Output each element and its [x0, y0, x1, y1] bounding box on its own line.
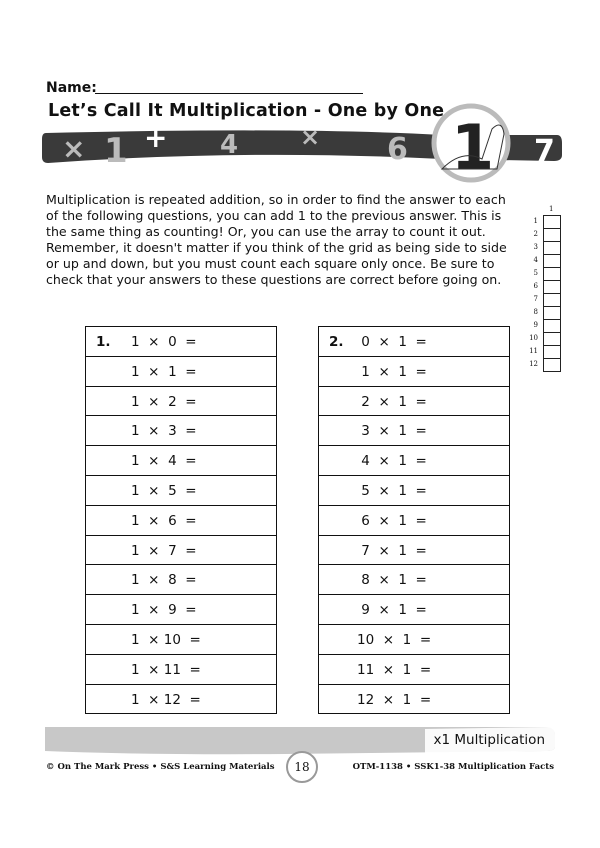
grid-row-label: 10	[529, 334, 538, 342]
problem-row	[86, 684, 277, 714]
problem-row	[86, 595, 277, 625]
answer-cell[interactable]	[86, 386, 277, 416]
equation: 7 × 1 =	[357, 542, 427, 559]
equation: 1 × 11 =	[131, 661, 201, 678]
problem-number: 1.	[96, 334, 111, 350]
grid-row-label: 5	[533, 269, 538, 277]
answer-cell[interactable]	[319, 475, 510, 505]
grid-row-label: 7	[533, 295, 538, 303]
problem-number: 2.	[329, 334, 344, 350]
answer-cell[interactable]	[86, 595, 277, 625]
answer-cell[interactable]	[86, 416, 277, 446]
equation: 1 × 10 =	[131, 631, 201, 648]
equation: 1 × 5 =	[131, 482, 197, 499]
problem-row	[319, 446, 510, 476]
array-grid	[529, 205, 561, 372]
problem-row	[319, 595, 510, 625]
problem-row	[319, 535, 510, 565]
grid-cell	[529, 333, 561, 346]
answer-cell[interactable]	[86, 327, 277, 357]
grid-row-label: 8	[533, 308, 538, 316]
problem-row	[86, 416, 277, 446]
name-label: Name:	[46, 80, 97, 96]
equation: 1 × 7 =	[131, 542, 197, 559]
grid-row-label: 11	[529, 347, 538, 355]
problem-row	[319, 386, 510, 416]
equation: 10 × 1 =	[357, 631, 432, 648]
grid-cell	[533, 307, 561, 320]
problem-row	[86, 654, 277, 684]
banner-times: ×	[62, 132, 86, 165]
answer-cell[interactable]	[319, 624, 510, 654]
answer-cell[interactable]	[319, 535, 510, 565]
problem-row	[319, 327, 510, 357]
answer-cell[interactable]	[86, 624, 277, 654]
grid-cell	[533, 268, 561, 281]
problem-row	[319, 356, 510, 386]
grid-cell	[533, 281, 561, 294]
grid-row-label: 4	[533, 256, 538, 264]
problem-row	[86, 565, 277, 595]
answer-cell[interactable]	[319, 505, 510, 535]
equation: 8 × 1 =	[357, 572, 427, 589]
equation: 1 × 1 =	[357, 363, 427, 380]
problem-row	[86, 624, 277, 654]
problem-row	[86, 446, 277, 476]
answer-cell[interactable]	[86, 505, 277, 535]
equation: 1 × 1 =	[131, 363, 197, 380]
problem-row	[86, 356, 277, 386]
equation: 1 × 6 =	[131, 512, 197, 529]
page-title: Let’s Call It Multiplication - One by One	[48, 101, 445, 121]
banner-seven: 7	[534, 134, 555, 169]
equation: 12 × 1 =	[357, 691, 432, 708]
equation: 1 × 3 =	[131, 423, 197, 440]
problem-row	[86, 386, 277, 416]
equation: 11 × 1 =	[357, 661, 432, 678]
grid-cell	[533, 294, 561, 307]
equation: 2 × 1 =	[357, 393, 427, 410]
grid-cell	[533, 242, 561, 255]
problem-row	[319, 684, 510, 714]
answer-cell[interactable]	[319, 327, 510, 357]
problem-row	[86, 535, 277, 565]
name-line	[95, 93, 363, 94]
grid-row-label: 3	[533, 243, 538, 251]
problem-table-1	[85, 326, 277, 714]
grid-cell	[533, 215, 561, 229]
answer-cell[interactable]	[319, 595, 510, 625]
equation: 9 × 1 =	[357, 602, 427, 619]
problem-row	[319, 624, 510, 654]
answer-cell[interactable]	[86, 565, 277, 595]
grid-cell	[533, 320, 561, 333]
problem-table-2	[318, 326, 510, 714]
grid-cell	[533, 255, 561, 268]
equation: 1 × 4 =	[131, 453, 197, 470]
answer-cell[interactable]	[86, 535, 277, 565]
answer-cell[interactable]	[86, 654, 277, 684]
grid-row-label: 6	[533, 282, 538, 290]
problem-row	[319, 565, 510, 595]
banner-four: 4	[220, 130, 239, 160]
equation: 3 × 1 =	[357, 423, 427, 440]
answer-cell[interactable]	[319, 356, 510, 386]
intro-text: Multiplication is repeated addition, so in order to find the answer to each of the following questions, you can add 1 to the previous answer. This is the same thing as counting! Or, you can use the array to count it out. Remember, it doesn't matter if you think of the grid as being side to side or up and down, but you must count each square only once. Be sure to check that your answers to these questions are correct before going on.	[46, 192, 507, 287]
problem-row	[86, 505, 277, 535]
answer-cell[interactable]	[86, 356, 277, 386]
banner-times2: ×	[300, 123, 321, 151]
grid-row-label: 1	[533, 217, 538, 225]
banner-one: 1	[104, 131, 128, 171]
equation: 1 × 8 =	[131, 572, 197, 589]
banner-six: 6	[387, 132, 408, 167]
answer-cell[interactable]	[86, 684, 277, 714]
answer-cell[interactable]	[319, 446, 510, 476]
problem-row	[319, 475, 510, 505]
equation: 4 × 1 =	[357, 453, 427, 470]
grid-cell	[529, 359, 561, 372]
grid-row-label: 2	[533, 230, 538, 238]
banner-big-one: 1	[451, 111, 495, 184]
grid-row-label: 12	[529, 360, 538, 368]
section-label: x1 Multiplication	[433, 732, 545, 748]
grid-column-label: 1	[549, 205, 554, 213]
answer-cell[interactable]	[86, 475, 277, 505]
answer-cell[interactable]	[319, 386, 510, 416]
answer-cell[interactable]	[319, 416, 510, 446]
problem-row	[319, 416, 510, 446]
equation: 6 × 1 =	[357, 512, 427, 529]
grid-cell	[533, 229, 561, 242]
copyright: © On The Mark Press • S&S Learning Materials	[46, 762, 275, 772]
answer-cell[interactable]	[86, 446, 277, 476]
answer-cell[interactable]	[319, 654, 510, 684]
problem-row	[86, 475, 277, 505]
page-number: 18	[286, 751, 318, 783]
product-code: OTM-1138 • SSK1-38 Multiplication Facts	[352, 762, 554, 772]
equation: 1 × 0 =	[131, 334, 197, 350]
answer-cell[interactable]	[319, 565, 510, 595]
problem-row	[319, 654, 510, 684]
equation: 0 × 1 =	[357, 334, 427, 350]
grid-row-label: 9	[533, 321, 538, 329]
banner-plus: +	[144, 121, 168, 154]
equation: 1 × 12 =	[131, 691, 201, 708]
equation: 1 × 9 =	[131, 602, 197, 619]
problem-row	[86, 327, 277, 357]
grid-cell	[529, 346, 561, 359]
problem-row	[319, 505, 510, 535]
equation: 5 × 1 =	[357, 482, 427, 499]
answer-cell[interactable]	[319, 684, 510, 714]
equation: 1 × 2 =	[131, 393, 197, 410]
